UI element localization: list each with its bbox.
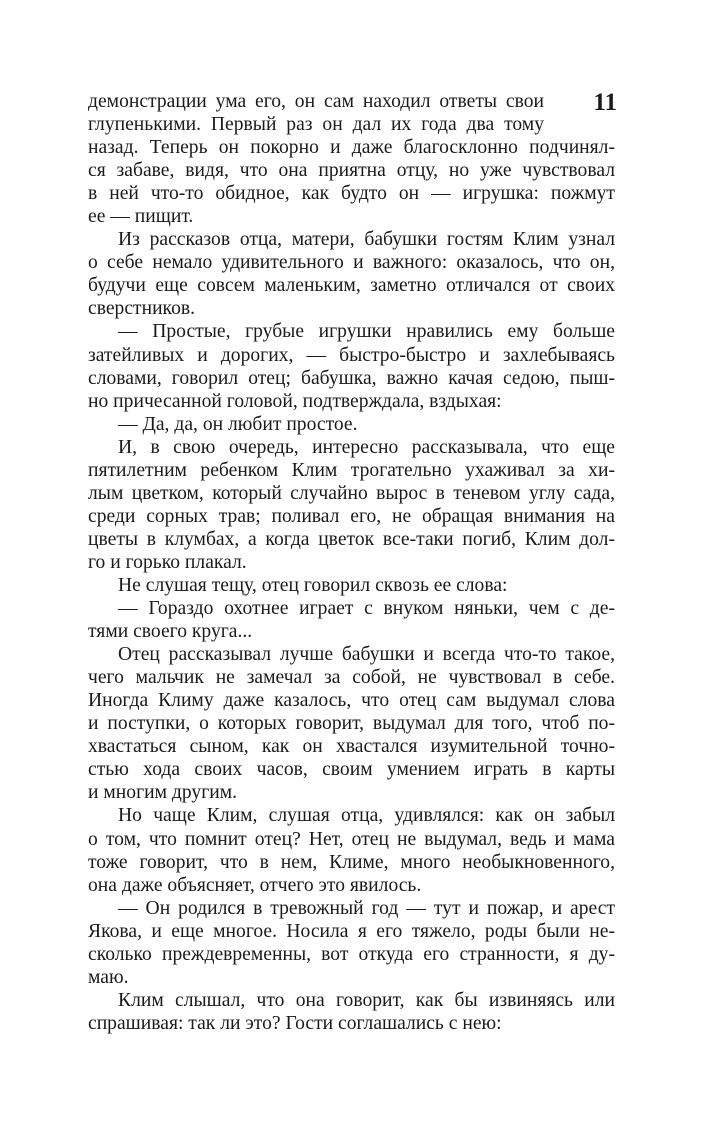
text-line: ся забаве, видя, что она приятна отцу, но уже чувствовал	[88, 160, 615, 182]
text-line: она даже объясняет, отчего это явилось.	[88, 874, 422, 896]
text-line: маю.	[88, 966, 129, 988]
text-line: о том, что помнит отец? Нет, отец не выдумал, ведь и мама	[88, 828, 615, 850]
text-line: демонстрации ума его, он сам находил ответы свои	[88, 91, 544, 112]
text-line: среди сорных трав; поливал его, не обращая внимания на	[88, 505, 615, 527]
text-line: Иногда Климу даже казалось, что отец сам выдумал слова	[88, 690, 615, 712]
text-line: го и горько плакал.	[88, 551, 247, 573]
text-line: в ней что-то обидное, как будто он — игрушка: пожмут	[88, 183, 615, 205]
text-line: цветы в клумбах, а когда цветок все-таки погиб, Клим дол-	[88, 528, 615, 550]
text-line: назад. Теперь он покорно и даже благосклонно подчинял-	[88, 137, 615, 159]
text-line: И, в свою очередь, интересно рассказывала, что еще	[118, 436, 615, 458]
text-line: и многим другим.	[88, 782, 238, 804]
body-text	[88, 90, 615, 1035]
text-line: Но чаще Клим, слушая отца, удивлялся: как он забыл	[118, 805, 615, 827]
text-line: затейливых и дорогих, — быстро-быстро и захлебываясь	[88, 344, 615, 366]
text-line: но причесанной головой, подтверждала, вздыхая:	[88, 390, 502, 412]
text-line: ее — пищит.	[88, 206, 194, 228]
text-line: Якова, и еще многое. Носила я его тяжело, роды были не-	[88, 920, 615, 942]
text-line: о себе немало удивительного и важного: оказалось, что он,	[88, 252, 615, 274]
page-number: 11	[593, 89, 617, 116]
text-line: сколько преждевременны, вот откуда его странности, я ду-	[88, 943, 615, 965]
text-line: глупенькими. Первый раз он дал их года два тому	[88, 114, 544, 136]
text-line: пятилетним ребенком Клим трогательно ухаживал за хи-	[88, 459, 615, 481]
text-line: спрашивая: так ли это? Гости соглашались с нею:	[88, 1012, 502, 1034]
text-line: будучи еще совсем маленьким, заметно отличался от своих	[88, 275, 615, 297]
text-line: тоже говорит, что в нем, Климе, много необыкновенного,	[88, 851, 615, 873]
text-line: хвастаться сыном, как он хвастался изумительной точно-	[88, 736, 615, 758]
text-line: сверстников.	[88, 298, 196, 320]
text-line: — Гораздо охотнее играет с внуком няньки, чем с де-	[118, 598, 615, 620]
text-line: Отец рассказывал лучше бабушки и всегда что-то такое,	[118, 644, 615, 666]
text-line: Клим слышал, что она говорит, как бы извиняясь или	[118, 989, 615, 1011]
text-line: Не слушая тещу, отец говорил сквозь ее слова:	[118, 574, 508, 596]
text-line: чего мальчик не замечал за собой, не чувствовал в себе.	[88, 667, 615, 689]
text-line: — Он родился в тревожный год — тут и пожар, и арест	[118, 897, 615, 919]
text-line: и поступки, о которых говорит, выдумал для того, чтоб по-	[88, 713, 615, 735]
text-line: лым цветком, который случайно вырос в теневом углу сада,	[88, 482, 615, 504]
text-line: — Простые, грубые игрушки нравились ему больше	[118, 321, 615, 343]
text-line: тями своего круга...	[88, 621, 253, 643]
text-line: словами, говорил отец; бабушка, важно качая седою, пыш-	[88, 367, 615, 389]
text-line: — Да, да, он любит простое.	[118, 413, 358, 435]
text-line: стью хода своих часов, своим умением играть в карты	[88, 759, 615, 781]
text-line: Из рассказов отца, матери, бабушки гостям Клим узнал	[118, 229, 615, 251]
